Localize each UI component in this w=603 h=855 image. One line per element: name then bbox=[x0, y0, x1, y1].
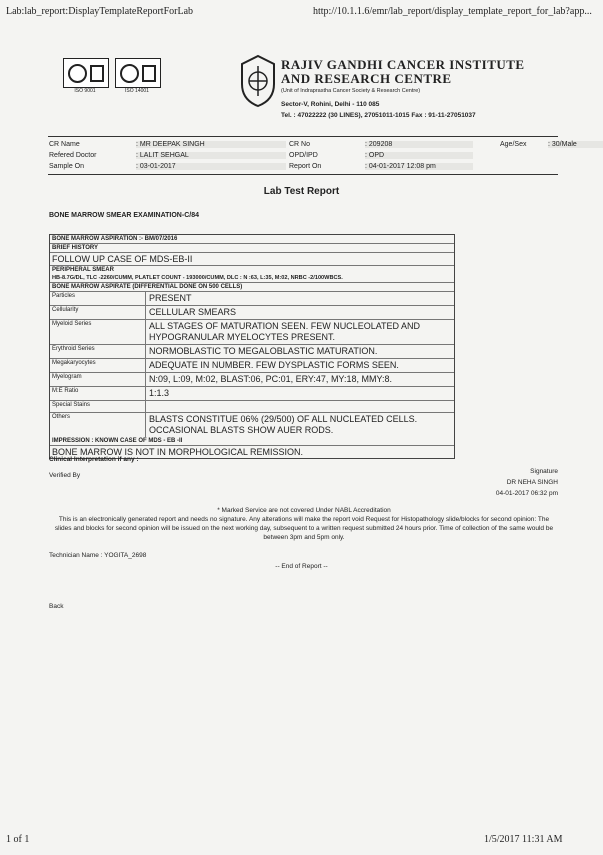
institute-address: Sector-V, Rohini, Delhi - 110 085 bbox=[281, 101, 380, 108]
iso-9001-icon bbox=[63, 58, 109, 88]
ref-doctor-label: Refered Doctor bbox=[49, 152, 97, 159]
opd-ipd-value: : OPD bbox=[365, 152, 473, 159]
exam-title: BONE MARROW SMEAR EXAMINATION-C/84 bbox=[49, 212, 199, 219]
browser-url: http://10.1.1.6/emr/lab_report/display_template_report_for_lab?app... bbox=[313, 6, 592, 17]
result-row-value: ADEQUATE IN NUMBER. FEW DYSPLASTIC FORMS SEEN. bbox=[149, 360, 399, 370]
clinical-interpretation-label: Clinical Interpretation if any : bbox=[49, 456, 139, 463]
result-row-label: M:E Ratio bbox=[50, 387, 146, 400]
technician-name: Technician Name : YOGITA_2698 bbox=[49, 552, 147, 559]
institute-emblem-icon bbox=[238, 54, 278, 108]
iso-14001-icon bbox=[115, 58, 161, 88]
result-row-value: PRESENT bbox=[149, 293, 192, 303]
nabl-note: * Marked Service are not covered Under NABL Accreditation bbox=[217, 507, 391, 514]
iso-14001-label: ISO 14001 bbox=[125, 88, 149, 94]
result-row-value: CELLULAR SMEARS bbox=[149, 307, 237, 317]
result-row bbox=[50, 320, 454, 345]
institute-subtitle: (Unit of Indraprastha Cancer Society & Research Centre) bbox=[281, 88, 421, 94]
result-row-label: Myelogram bbox=[50, 373, 146, 386]
result-row-label: Particles bbox=[50, 292, 146, 305]
print-datetime: 1/5/2017 11:31 AM bbox=[484, 834, 563, 845]
result-row bbox=[50, 401, 454, 413]
aspiration-row: BONE MARROW ASPIRATION :- BM/07/2016 bbox=[50, 235, 454, 244]
age-sex-value: : 30/Male bbox=[548, 141, 603, 148]
iso-9001-label: ISO 9001 bbox=[74, 88, 96, 94]
result-row-label: Megakaryocytes bbox=[50, 359, 146, 372]
result-row bbox=[50, 306, 454, 320]
peripheral-smear-value: HB-8.7G/DL, TLC -2260/CUMM, PLATLET COUNT - 193000/CUMM, DLC : N :63, L:35, M:02, NRBC -2/100WBCS. bbox=[52, 275, 343, 281]
patient-row-3 bbox=[48, 162, 558, 172]
cr-no-value: : 209208 bbox=[365, 141, 473, 148]
cr-name-label: CR Name bbox=[49, 141, 80, 148]
result-row-label: Others bbox=[50, 413, 146, 437]
result-row-label: Erythroid Series bbox=[50, 345, 146, 358]
result-row bbox=[50, 345, 454, 359]
sample-on-value: : 03-01-2017 bbox=[136, 163, 286, 170]
browser-page-title: Lab:lab_report:DisplayTemplateReportForLab bbox=[6, 6, 194, 17]
brief-history-value: FOLLOW UP CASE OF MDS-EB-II bbox=[50, 253, 454, 266]
results-table bbox=[49, 234, 455, 459]
result-row-value: N:09, L:09, M:02, BLAST:06, PC:01, ERY:47, MY:18, MMY:8. bbox=[149, 374, 392, 384]
result-row bbox=[50, 292, 454, 306]
patient-row-2 bbox=[48, 151, 558, 161]
result-row-value: BLASTS CONSTITUE 06% (29/500) OF ALL NUCLEATED CELLS. OCCASIONAL BLASTS SHOW AUER RODS. bbox=[149, 414, 418, 435]
brief-history-label: BRIEF HISTORY bbox=[50, 244, 454, 253]
patient-divider bbox=[48, 174, 558, 175]
report-on-value: : 04-01-2017 12:08 pm bbox=[365, 163, 473, 170]
result-row bbox=[50, 387, 454, 401]
aspirate-label: BONE MARROW ASPIRATE (DIFFERENTIAL DONE ON 500 CELLS) bbox=[50, 283, 454, 292]
result-row-value: ALL STAGES OF MATURATION SEEN. FEW NUCLEOLATED AND HYPOGRANULAR MYELOCYTES PRESENT. bbox=[149, 321, 421, 342]
institute-name bbox=[281, 58, 525, 86]
result-row-value bbox=[147, 401, 454, 412]
ref-doctor-value: : LALIT SEHGAL bbox=[136, 152, 286, 159]
result-row bbox=[50, 373, 454, 387]
result-row-label: Myeloid Series bbox=[50, 320, 146, 344]
impression-value: BONE MARROW IS NOT IN MORPHOLOGICAL REMISSION. bbox=[52, 447, 304, 457]
age-sex-label: Age/Sex bbox=[500, 141, 527, 148]
result-rows bbox=[50, 292, 454, 437]
back-link[interactable]: Back bbox=[49, 603, 64, 610]
report-on-label: Report On bbox=[289, 163, 322, 170]
institute-name-line2: AND RESEARCH CENTRE bbox=[281, 71, 452, 86]
report-title: Lab Test Report bbox=[263, 186, 340, 197]
impression-label: IMPRESSION : KNOWN CASE OF MDS - EB -II bbox=[50, 437, 454, 446]
result-row-label: Cellularity bbox=[50, 306, 146, 319]
page-count: 1 of 1 bbox=[6, 834, 30, 845]
result-row-value: NORMOBLASTIC TO MEGALOBLASTIC MATURATION. bbox=[149, 346, 378, 356]
result-row-label: Special Stains bbox=[50, 401, 146, 412]
institute-telephone: Tel. : 47022222 (30 LINES), 27051011-1015 Fax : 91-11-27051037 bbox=[281, 112, 476, 119]
patient-row-1 bbox=[48, 140, 577, 150]
header-divider bbox=[48, 136, 558, 137]
iso-logos bbox=[63, 58, 161, 94]
signature-name: DR NEHA SINGH bbox=[506, 479, 558, 486]
notes bbox=[50, 506, 558, 542]
sample-on-label: Sample On bbox=[49, 163, 85, 170]
cr-no-label: CR No bbox=[289, 141, 311, 148]
verified-by-label: Verified By bbox=[49, 472, 81, 479]
cr-name-value: : MR DEEPAK SINGH bbox=[136, 141, 286, 148]
result-row bbox=[50, 413, 454, 437]
institute-name-line1: RAJIV GANDHI CANCER INSTITUTE bbox=[281, 57, 525, 72]
signature-label: Signature bbox=[530, 468, 558, 475]
electronic-note: This is an electronically generated report and needs no signature. Any alterations will make the report void Request for Histopathology slide/blocks for second opinion: The slides and blocks for second opinion will be issued on the next working day, subsequent to a written request submitted 24 hours prior. Time of collection of the same would be between 3pm and 5pm only. bbox=[54, 516, 554, 541]
peripheral-smear-row bbox=[50, 266, 454, 283]
result-row-value: 1:1.3 bbox=[149, 388, 170, 398]
peripheral-smear-label: PERIPHERAL SMEAR bbox=[52, 267, 114, 273]
opd-ipd-label: OPD/IPD bbox=[289, 152, 318, 159]
end-of-report: -- End of Report -- bbox=[275, 563, 328, 570]
signature-block bbox=[470, 466, 558, 499]
result-row bbox=[50, 359, 454, 373]
signature-datetime: 04-01-2017 06:32 pm bbox=[495, 490, 558, 497]
